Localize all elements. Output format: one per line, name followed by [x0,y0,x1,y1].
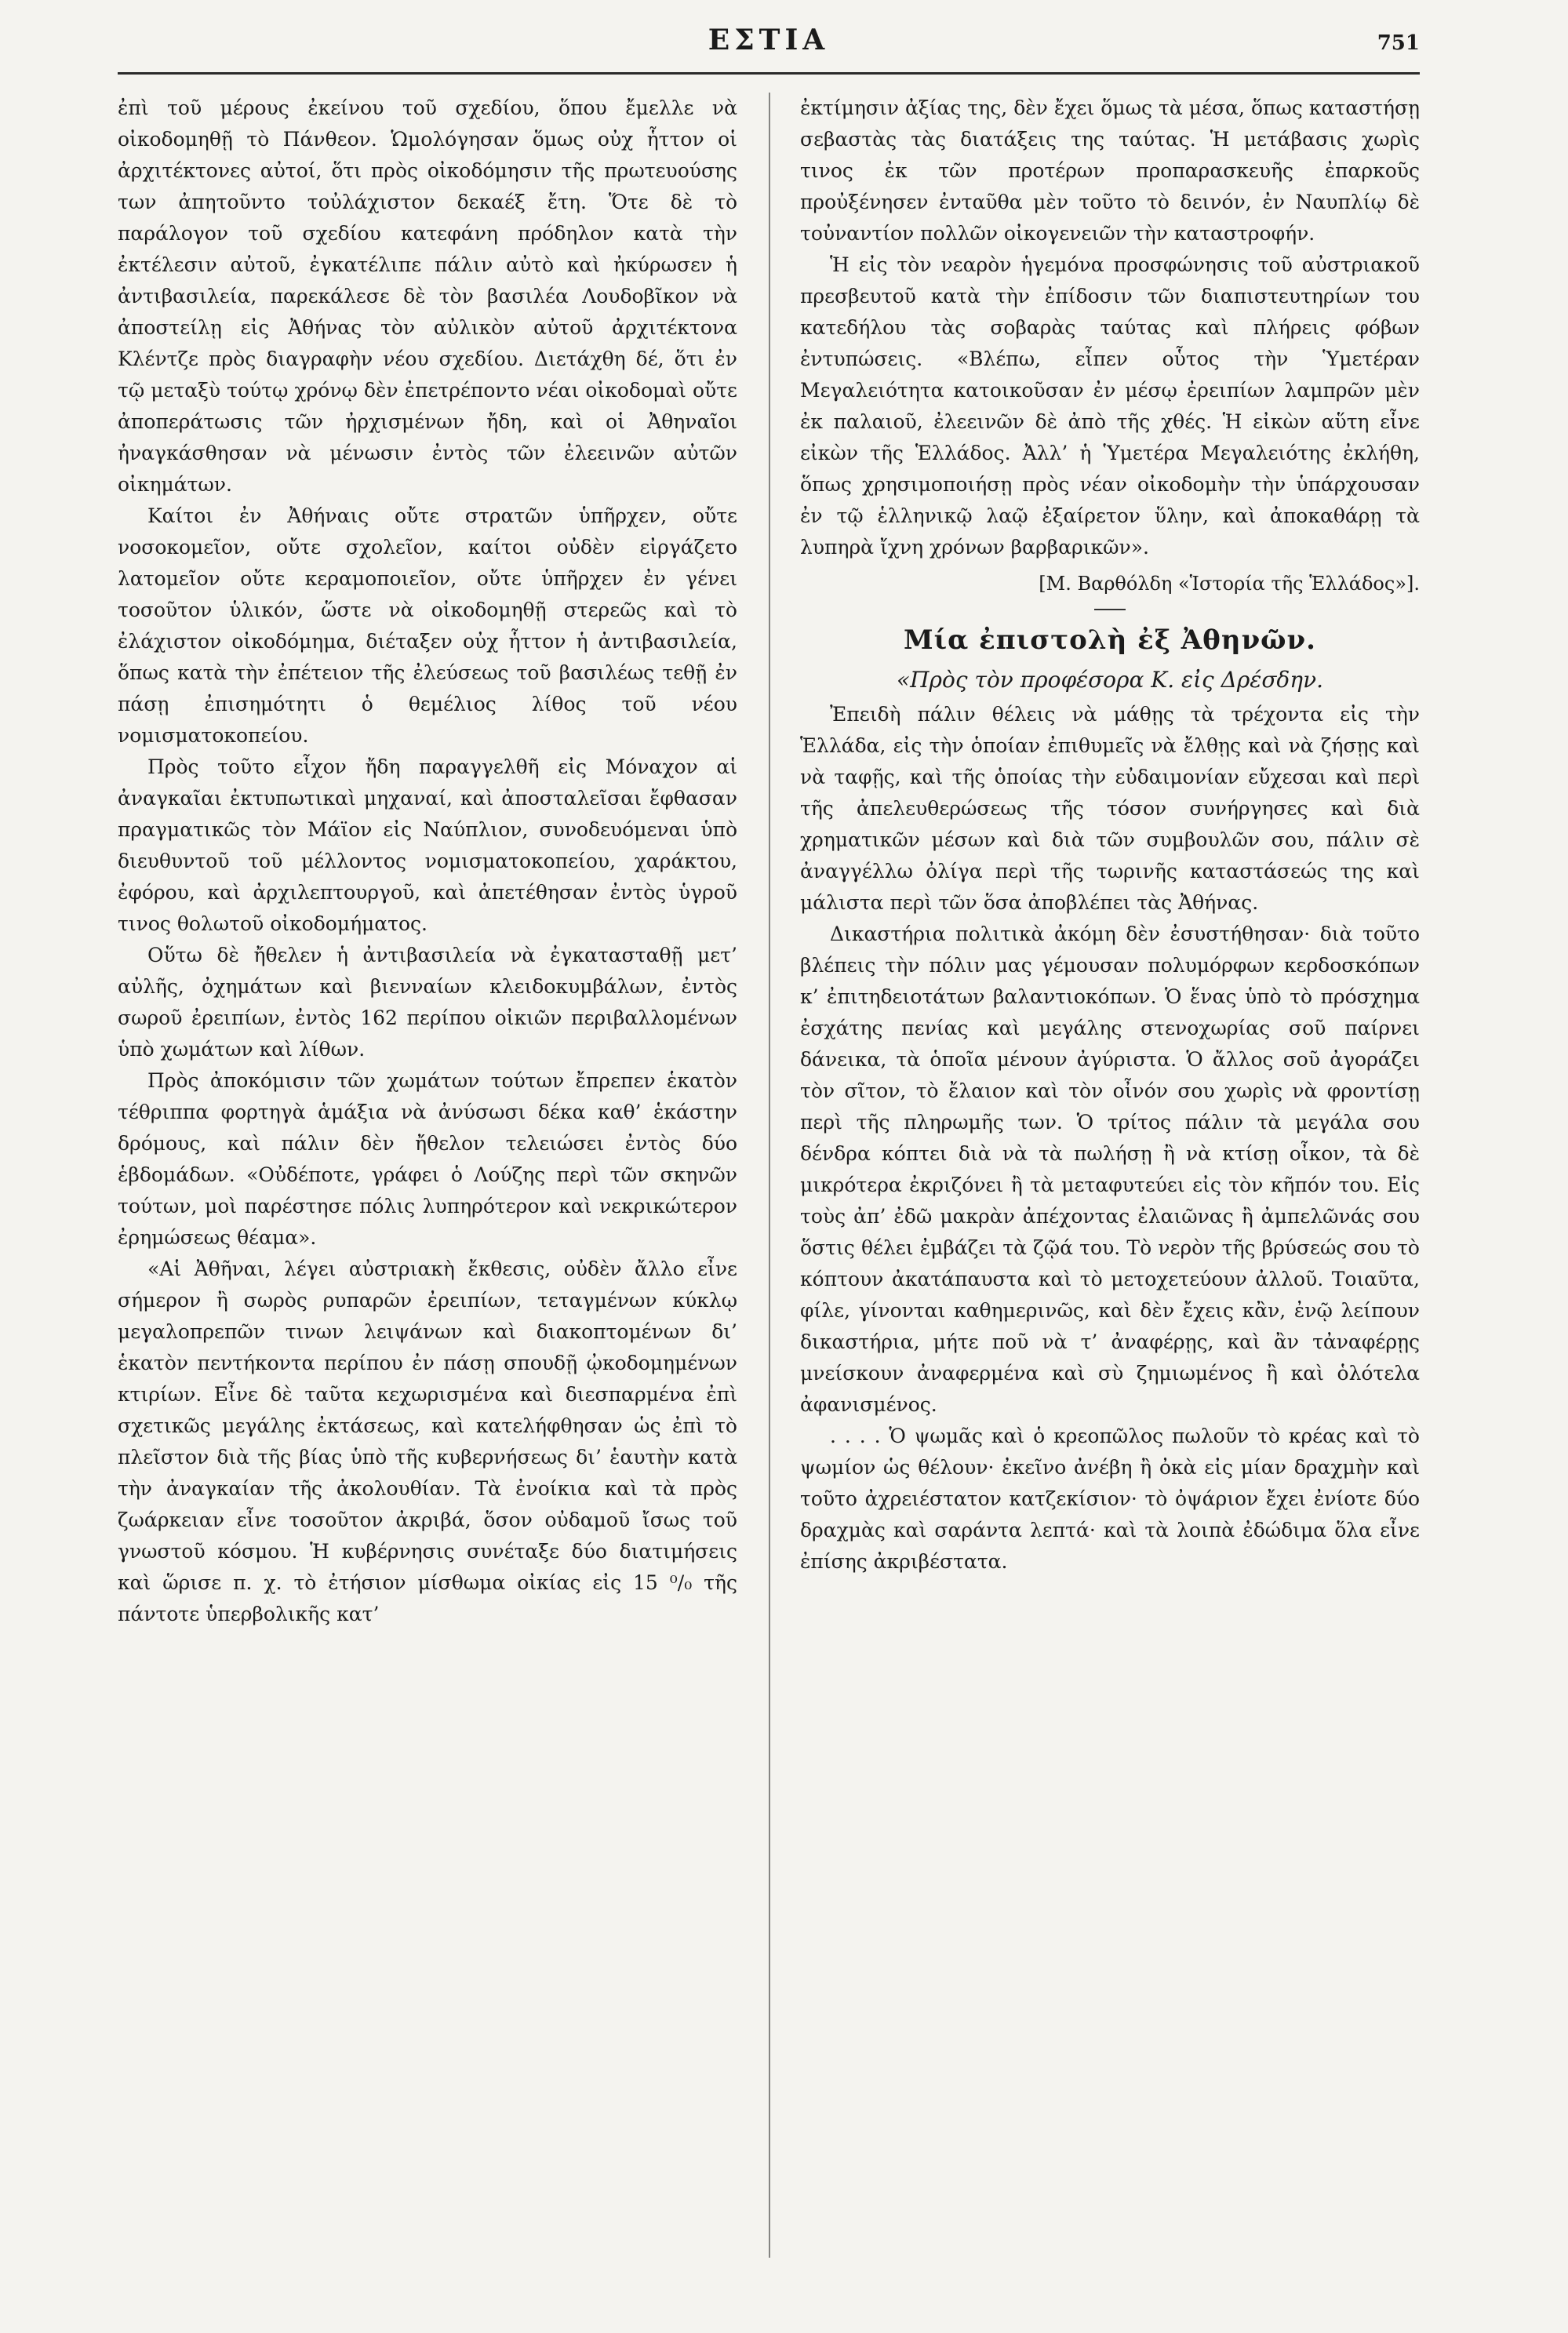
right-paragraph-4: Δικαστήρια πολιτικὰ ἀκόμη δὲν ἐσυστήθησαν· διὰ τοῦτο βλέπεις τὴν πόλιν μας γέμουσαν πολυμόρφων κερδοσκόπων κ’ ἐπιτηδειοτάτων βαλαντιοκόπων. Ὁ ἕνας ὑπὸ τὸ πρόσχημα ἐσχάτης πενίας καὶ μεγάλης στενοχωρίας σοῦ παίρνει δάνεικα, τὰ ὁποῖα μένουν ἀγύριστα. Ὁ ἄλλος σοῦ ἀγοράζει τὸν σῖτον, τὸ ἔλαιον καὶ τὸν οἶνόν σου χωρὶς νὰ φροντίσῃ περὶ τῆς πληρωμῆς των. Ὁ τρίτος πάλιν τὰ μεγάλα σου δένδρα κόπτει διὰ νὰ τὰ πωλήσῃ ἢ νὰ κτίσῃ οἶκον, τὰ δὲ μικρότερα ἐκριζόνει ἢ τὰ μεταφυτεύει εἰς τὸν κῆπόν του. Εἰς τοὺς ἀπ’ ἐδῶ μακρὰν ἀπέχοντας ἐλαιῶνας ἢ ἀμπελῶνάς σου ὅστις θέλει ἐμβάζει τὰ ζῷά του. Τὸ νερὸν τῆς βρύσεώς σου τὸ κόπτουν ἀκατάπαυστα καὶ τὸ μετοχετεύουν ἀλλοῦ. Τοιαῦτα, φίλε, γίνονται καθημερινῶς, καὶ δὲν ἔχεις κἂν, ἐνῷ λείπουν δικαστήρια, μήτε ποῦ νὰ τ’ ἀναφέρῃς, καὶ ἂν τἀναφέρῃς μνείσκουν ἀναφερμένα καὶ σὺ ζημιωμένος ἢ καὶ ὁλότελα ἀφανισμένος. [800,923,1420,1416]
left-paragraph-6: «Αἱ Ἀθῆναι, λέγει αὐστριακὴ ἔκθεσις, οὐδὲν ἄλλο εἶνε σήμερον ἢ σωρὸς ρυπαρῶν ἐρειπίων, τεταγμένων κύκλῳ μεγαλοπρεπῶν τινων λειψάνων καὶ διακοπτομένων δι’ ἑκατὸν πεντήκοντα περίπου ἐν πάσῃ σπουδῇ ᾠκοδομημένων κτιρίων. Εἶνε δὲ ταῦτα κεχωρισμένα καὶ διεσπαρμένα ἐπὶ σχετικῶς μεγάλης ἐκτάσεως, καὶ κατελήφθησαν ὡς ἐπὶ τὸ πλεῖστον διὰ τῆς βίας ὑπὸ τῆς κυβερνήσεως δι’ ἑαυτὴν κατὰ τὴν ἀναγκαίαν τῆς ἀκολουθίαν. Τὰ ἐνοίκια καὶ τὰ πρὸς ζωάρκειαν εἶνε τοσοῦτον ἀκριβά, ὅσον οὐδαμοῦ ἴσως τοῦ γνωστοῦ κόσμου. Ἡ κυβέρνησις συνέταξε δύο διατιμήσεις καὶ ὥρισε π. χ. τὸ ἐτήσιον μίσθωμα οἰκίας εἰς 15 ⁰/₀ τῆς πάντοτε ὑπερβολικῆς κατ’ [118,1257,737,1625]
right-paragraph-1: ἐκτίμησιν ἀξίας της, δὲν ἔχει ὅμως τὰ μέσα, ὅπως καταστήσῃ σεβαστὰς τὰς διατάξεις της ταύτας. Ἡ μετάβασις χωρὶς τινος ἐκ τῶν προτέρων προπαρασκευῆς ἐπαρκοῦς προὐξένησεν ἐνταῦθα μὲν τοῦτο τὸ δεινόν, ἐν Ναυπλίῳ δὲ τοὐναντίον πολλῶν οἰκογενειῶν τὴν καταστροφήν. [800,96,1420,245]
section-title: Μία ἐπιστολὴ ἐξ Ἀθηνῶν. [904,624,1316,656]
left-column [118,93,737,2273]
left-paragraph-1: ἐπὶ τοῦ μέρους ἐκείνου τοῦ σχεδίου, ὅπου ἔμελλε νὰ οἰκοδομηθῇ τὸ Πάνθεον. Ὡμολόγησαν ὅμως οὐχ ἧττον οἱ ἀρχιτέκτονες αὐτοί, ὅτι πρὸς οἰκοδόμησιν τῆς πρωτευούσης των ἀπητοῦντο τοὐλάχιστον δεκαέξ ἔτη. Ὅτε δὲ τὸ παράλογον τοῦ σχεδίου κατεφάνη πρόδηλον κατὰ τὴν ἐκτέλεσιν αὐτοῦ, ἐγκατέλιπε πάλιν αὐτὸ καὶ ἠκύρωσεν ἡ ἀντιβασιλεία, παρεκάλεσε δὲ τὸν βασιλέα Λουδοβῖκον νὰ ἀποστείλῃ εἰς Ἀθήνας τὸν αὐλικὸν αὐτοῦ ἀρχιτέκτονα Κλέντζε πρὸς διαγραφὴν νέου σχεδίου. Διετάχθη δέ, ὅτι ἐν τῷ μεταξὺ τούτῳ χρόνῳ δὲν ἐπετρέποντο νέαι οἰκοδομαὶ οὔτε ἀποπεράτωσις τῶν ἠρχισμένων ἤδη, καὶ οἱ Ἀθηναῖοι ἠναγκάσθησαν νὰ μένωσιν ἐντὸς τῶν ἐλεεινῶν αὐτῶν οἰκημάτων. [118,96,737,496]
section-divider [1094,609,1126,610]
right-column [800,93,1420,2273]
letter-addressee: «Πρὸς τὸν προφέσορα Κ. εἰς Δρέσδην. [897,667,1323,693]
left-paragraph-2: Καίτοι ἐν Ἀθήναις οὔτε στρατῶν ὑπῆρχεν, οὔτε νοσοκομεῖον, οὔτε σχολεῖον, καίτοι οὐδὲν εἰργάζετο λατομεῖον οὔτε κεραμοποιεῖον, οὔτε ὑπῆρχεν ἐν γένει τοσοῦτον ὑλικόν, ὥστε νὰ οἰκοδομηθῇ στερεῶς καὶ τὸ ἐλάχιστον οἰκοδόμημα, διέταξεν οὐχ ἧττον ἡ ἀντιβασιλεία, ὅπως κατὰ τὴν ἐπέτειον τῆς ἐλεύσεως τοῦ βασιλέως τεθῇ ἐν πάσῃ ἐπισημότητι ὁ θεμέλιος λίθος τοῦ νέου νομισματοκοπείου. [118,504,737,747]
left-paragraph-5: Πρὸς ἀποκόμισιν τῶν χωμάτων τούτων ἔπρεπεν ἑκατὸν τέθριππα φορτηγὰ ἁμάξια νὰ ἀνύσωσι δέκα καθ’ ἑκάστην δρόμους, καὶ πάλιν δὲν ἤθελον τελειώσει ἐντὸς δύο ἑβδομάδων. «Οὐδέποτε, γράφει ὁ Λούζης περὶ τῶν σκηνῶν τούτων, μοὶ παρέστησε πόλις λυπηρότερον καὶ νεκρικώτερον ἐρημώσεως θέαμα». [118,1069,737,1249]
journal-title: ΕΣΤΙΑ [708,24,830,56]
source-citation: [Μ. Βαρθόλδη «Ἱστορία τῆς Ἑλλάδος»]. [1039,573,1420,595]
right-paragraph-2: Ἡ εἰς τὸν νεαρὸν ἡγεμόνα προσφώνησις τοῦ αὐστριακοῦ πρεσβευτοῦ κατὰ τὴν ἐπίδοσιν τῶν διαπιστευτηρίων του κατεδήλου τὰς σοβαρὰς ταύτας καὶ πλήρεις φόβων ἐντυπώσεις. «Βλέπω, εἶπεν οὗτος τὴν Ὑμετέραν Μεγαλειότητα κατοικοῦσαν ἐν μέσῳ ἐρειπίων λαμπρῶν μὲν ἐκ παλαιοῦ, ἐλεεινῶν δὲ ἀπὸ τῆς χθές. Ἡ εἰκὼν αὕτη εἶνε εἰκὼν τῆς Ἑλλάδος. Ἀλλ’ ἡ Ὑμετέρα Μεγαλειότης ἐκλήθη, ὅπως χρησιμοποιήσῃ πρὸς νέαν οἰκοδομὴν τὴν ὑπάρχουσαν ἐν τῷ ἑλληνικῷ λαῷ ἐξαίρετον ὕλην, καὶ ἀποκαθάρῃ τὰ λυπηρὰ ἴχνη χρόνων βαρβαρικῶν». [800,253,1420,559]
left-paragraph-3: Πρὸς τοῦτο εἶχον ἤδη παραγγελθῆ εἰς Μόναχον αἱ ἀναγκαῖαι ἐκτυπωτικαὶ μηχαναί, καὶ ἀποσταλεῖσαι ἔφθασαν πραγματικῶς τὸν Μάϊον εἰς Ναύπλιον, συνοδευόμεναι ὑπὸ διευθυντοῦ τοῦ μέλλοντος νομισματοκοπείου, χαράκτου, ἐφόρου, καὶ ἀρχιλεπτουργοῦ, καὶ ἀπετέθησαν ἐντὸς ὑγροῦ τινος θολωτοῦ οἰκοδομήματος. [118,755,737,935]
column-divider [769,93,770,2258]
left-paragraph-4: Οὕτω δὲ ἤθελεν ἡ ἀντιβασιλεία νὰ ἐγκατασταθῇ μετ’ αὐλῆς, ὀχημάτων καὶ βιενναίων κλειδοκυμβάλων, ἐντὸς σωροῦ ἐρειπίων, ἐντὸς 162 περίπου οἰκιῶν περιβαλλομένων ὑπὸ χωμάτων καὶ λίθων. [118,944,737,1061]
right-paragraph-5: . . . . Ὁ ψωμᾶς καὶ ὁ κρεοπῶλος πωλοῦν τὸ κρέας καὶ τὸ ψωμίον ὡς θέλουν· ἐκεῖνο ἀνέβη ἢ ὀκὰ εἰς μίαν δραχμὴν καὶ τοῦτο ἀχρειέστατον κατζεκίσιον· τὸ ὀψάριον ἔχει ἐνίοτε δύο δραχμὰς καὶ σαράντα λεπτά· καὶ τὰ λοιπὰ ἐδώδιμα ὅλα εἶνε ἐπίσης ἀκριβέστατα. [800,1425,1420,1573]
text-columns [118,93,1420,2273]
right-paragraph-3: Ἐπειδὴ πάλιν θέλεις νὰ μάθῃς τὰ τρέχοντα εἰς τὴν Ἑλλάδα, εἰς τὴν ὁποίαν ἐπιθυμεῖς νὰ ἔλθῃς καὶ νὰ ζήσῃς καὶ νὰ ταφῇς, καὶ τῆς ὁποίας τὴν εὐδαιμονίαν εὔχεσαι καὶ περὶ τῆς ἀπελευθερώσεως τῆς τόσον συνήργησες καὶ διὰ χρηματικῶν μέσων καὶ διὰ τῶν συμβουλῶν σου, πάλιν σὲ ἀναγγέλλω ὀλίγα περὶ τῆς τωρινῆς καταστάσεώς της καὶ μάλιστα περὶ τῶν ὅσα ἀποβλέπει τὰς Ἀθήνας. [800,703,1420,914]
page-number: 751 [1377,31,1420,55]
header-rule [118,72,1420,75]
page-header [118,24,1420,71]
